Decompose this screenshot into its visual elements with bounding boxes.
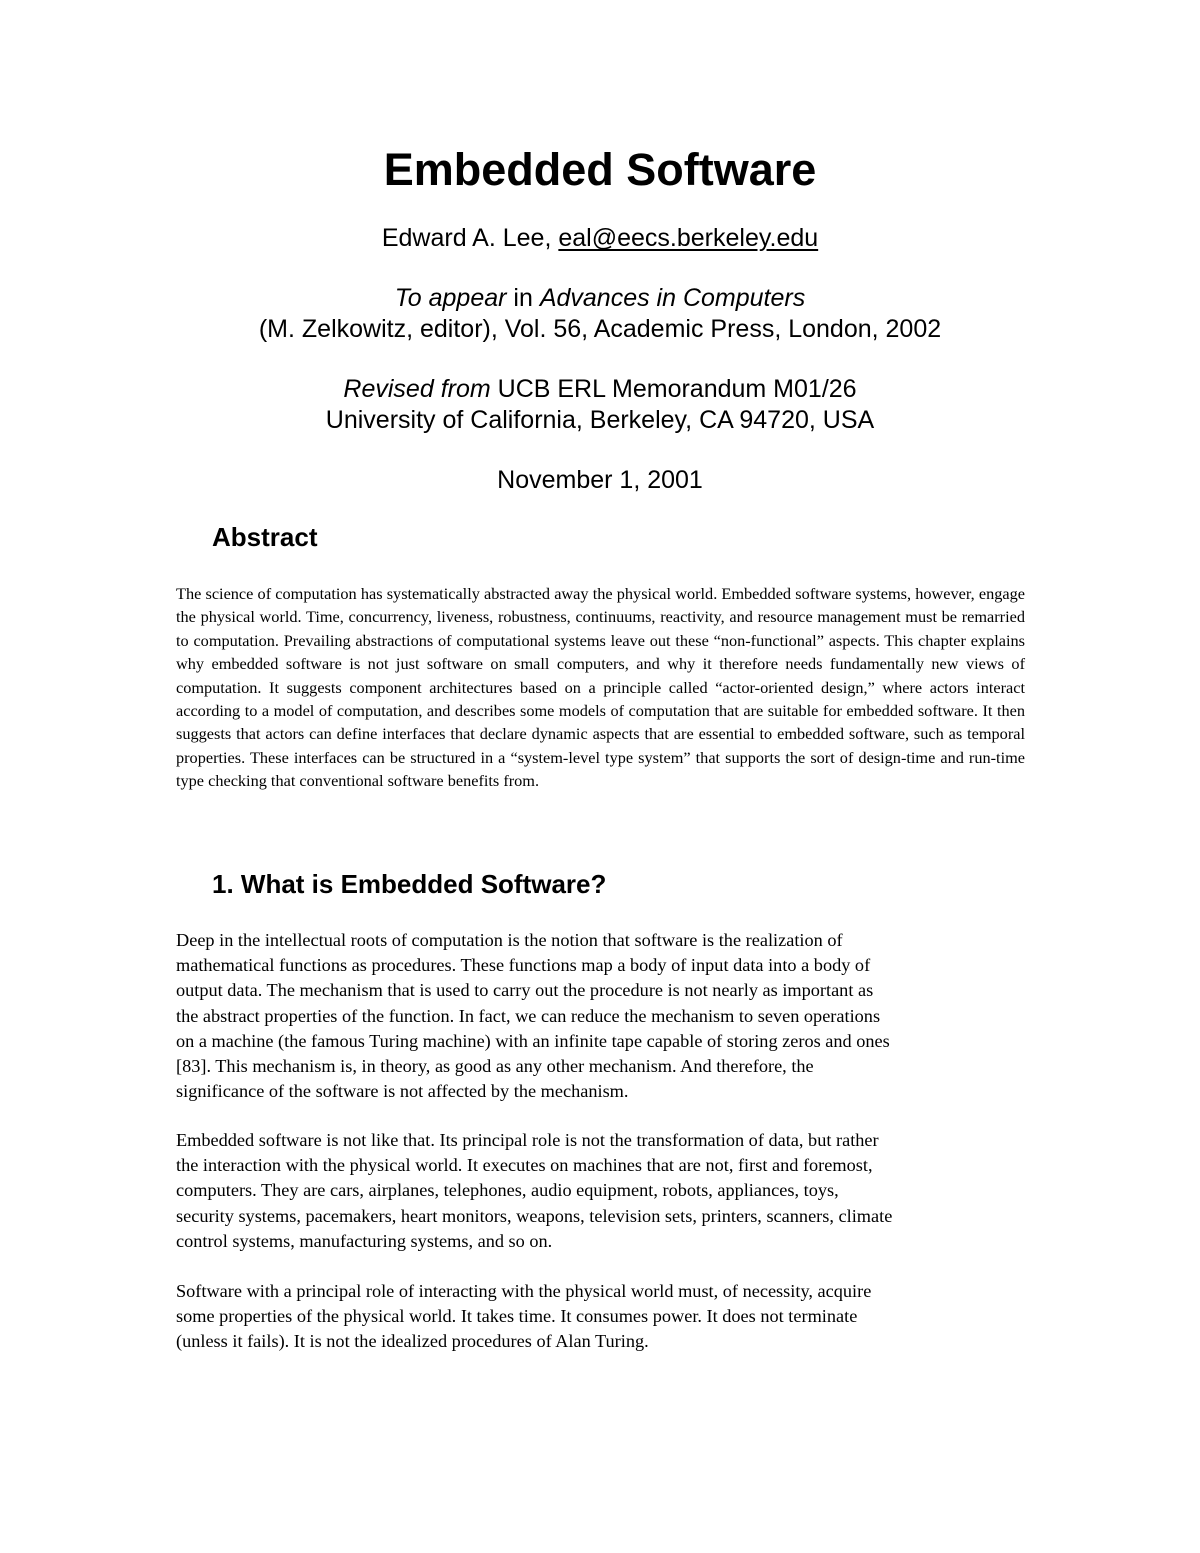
paragraph-line: Deep in the intellectual roots of computation is the notion that software is the realization of xyxy=(176,930,843,950)
paper-title: Embedded Software xyxy=(383,144,817,195)
paragraph-line: [83]. This mechanism is, in theory, as good as any other mechanism. And therefore, the xyxy=(176,1056,814,1077)
paragraph-line: (unless it fails). It is not the idealized procedures of Alan Turing. xyxy=(176,1331,649,1352)
paragraph-line: security systems, pacemakers, heart monitors, weapons, television sets, printers, scanners, climate xyxy=(176,1205,893,1226)
publication-date: November 1, 2001 xyxy=(497,466,703,494)
author-name: Edward A. Lee, xyxy=(381,224,559,252)
paragraph-line: computers. They are cars, airplanes, telephones, audio equipment, robots, appliances, toys, xyxy=(176,1180,839,1201)
paragraph-line: significance of the software is not affected by the mechanism. xyxy=(176,1081,629,1102)
paragraph-line: the abstract properties of the function. In fact, we can reduce the mechanism to seven operations xyxy=(176,1005,881,1026)
paragraph-line: mathematical functions as procedures. These functions map a body of input data into a body of xyxy=(176,955,871,976)
paragraph-line: Embedded software is not like that. Its principal role is not the transformation of data, but rather xyxy=(176,1130,879,1150)
section-1-paragraph-1 xyxy=(176,928,1036,1104)
venue-name: Advances in Computers xyxy=(539,284,806,312)
abstract-text: The science of computation has systematically abstracted away the physical world. Embedded software systems, however, engage the physical world. Time, concurrency, liveness, robustness, continuums, reactivity, and resource management must be remarried to computation. Prevailing abstractions of computational systems leave out these “non-functional” aspects. This chapter explains why embedded software is not just software on small computers, and why it therefore needs fundamentally new views of computation. It suggests component architectures based on a principle called “actor-oriented design,” where actors interact according to a model of computation, and describes some models of computation that are suitable for embedded software. It then suggests that actors can define interfaces that declare dynamic aspects that are essential to embedded software, such as temporal properties. These interfaces can be structured in a “system-level type system” that supports the sort of design-time and run-time type checking that conventional software benefits from. xyxy=(176,584,1025,791)
publication-venue-line xyxy=(0,282,1200,314)
section-1-paragraph-3 xyxy=(176,1279,1036,1355)
memorandum-text: UCB ERL Memorandum M01/26 xyxy=(490,375,857,403)
section-1-heading: 1. What is Embedded Software? xyxy=(212,869,607,899)
paragraph-line: Software with a principal role of interacting with the physical world must, of necessity, acquire xyxy=(176,1281,872,1301)
author-email-link[interactable]: eal@eecs.berkeley.edu xyxy=(558,224,819,252)
paragraph-line: output data. The mechanism that is used to carry out the procedure is not nearly as important as xyxy=(176,980,874,1001)
paragraph-line: some properties of the physical world. It takes time. It consumes power. It does not terminate xyxy=(176,1306,858,1327)
institution-line: University of California, Berkeley, CA 94720, USA xyxy=(325,406,875,434)
to-appear-text: To appear xyxy=(394,284,507,312)
revised-from-text: Revised from xyxy=(343,375,491,403)
paragraph-line: on a machine (the famous Turing machine) with an infinite tape capable of storing zeros and ones xyxy=(176,1030,890,1051)
paragraph-line: the interaction with the physical world. It executes on machines that are not, first and foremost, xyxy=(176,1155,873,1176)
paragraph-line: control systems, manufacturing systems, and so on. xyxy=(176,1230,553,1251)
section-1-paragraph-2 xyxy=(176,1128,1036,1254)
revision-line xyxy=(0,373,1200,405)
in-text: in xyxy=(506,284,540,312)
publication-details-line: (M. Zelkowitz, editor), Vol. 56, Academic Press, London, 2002 xyxy=(258,315,942,343)
author-line xyxy=(0,222,1200,254)
abstract-heading: Abstract xyxy=(212,522,318,552)
